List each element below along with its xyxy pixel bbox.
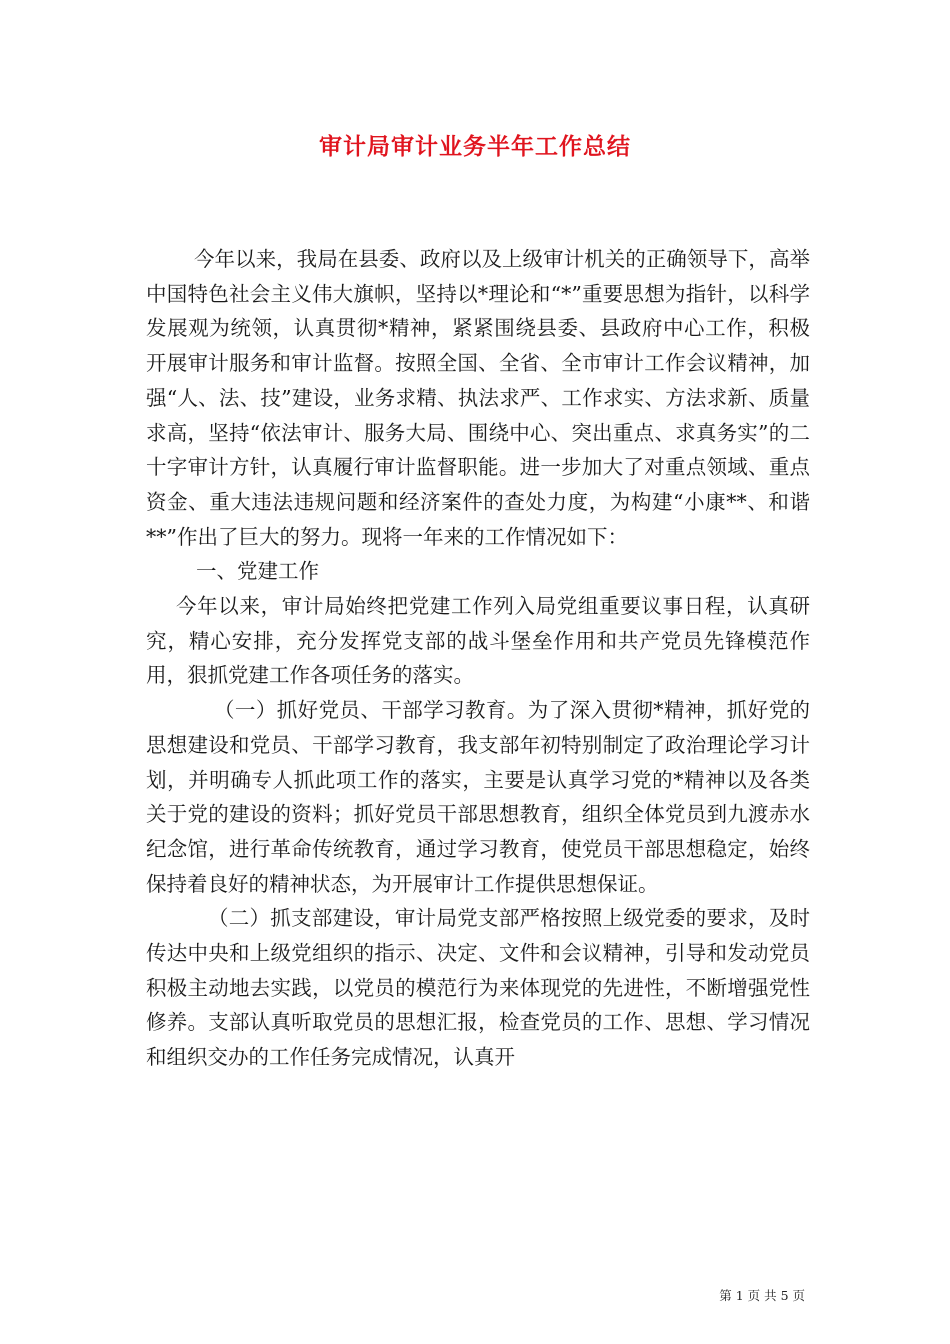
document-body bbox=[146, 242, 810, 1075]
document-title: 审计局审计业务半年工作总结 bbox=[319, 134, 631, 160]
paragraph-branch-building: （二）抓支部建设，审计局党支部严格按照上级党委的要求，及时传达中央和上级党组织的指示、决定、文件和会议精神，引导和发动党员积极主动地去实践，以党员的模范行为来体现党的先进性，不断增强党性修养。支部认真听取党员的思想汇报，检查党员的工作、思想、学习情况和组织交办的工作任务完成情况，认真开 bbox=[146, 906, 810, 1070]
page-number: 第 1 页 共 5 页 bbox=[719, 1288, 805, 1303]
paragraph-party-building: 今年以来，审计局始终把党建工作列入局党组重要议事日程，认真研究，精心安排，充分发挥党支部的战斗堡垒作用和共产党员先锋模范作用，狠抓党建工作各项任务的落实。 bbox=[146, 594, 810, 688]
paragraph-study-education: （一）抓好党员、干部学习教育。为了深入贯彻*精神，抓好党的思想建设和党员、干部学习教育，我支部年初特别制定了政治理论学习计划，并明确专人抓此项工作的落实，主要是认真学习党的*精神以及各类关于党的建设的资料；抓好党员干部思想教育，组织全体党员到九渡赤水纪念馆，进行革命传统教育，通过学习教育，使党员干部思想稳定，始终保持着良好的精神状态，为开展审计工作提供思想保证。 bbox=[146, 698, 810, 896]
section-heading-party-building: 一、党建工作 bbox=[196, 559, 319, 584]
paragraph-intro: 今年以来，我局在县委、政府以及上级审计机关的正确领导下，高举中国特色社会主义伟大旗帜，坚持以*理论和“*”重要思想为指针，以科学发展观为统领，认真贯彻*精神，紧紧围绕县委、县政府中心工作，积极开展审计服务和审计监督。按照全国、全省、全市审计工作会议精神，加强“人、法、技”建设，业务求精、执法求严、工作求实、方法求新、质量求高，坚持“依法审计、服务大局、围绕中心、突出重点、求真务实”的二十字审计方针，认真履行审计监督职能。进一步加大了对重点领域、重点资金、重大违法违规问题和经济案件的查处力度，为构建“小康**、和谐**”作出了巨大的努力。现将一年来的工作情况如下： bbox=[146, 247, 810, 549]
